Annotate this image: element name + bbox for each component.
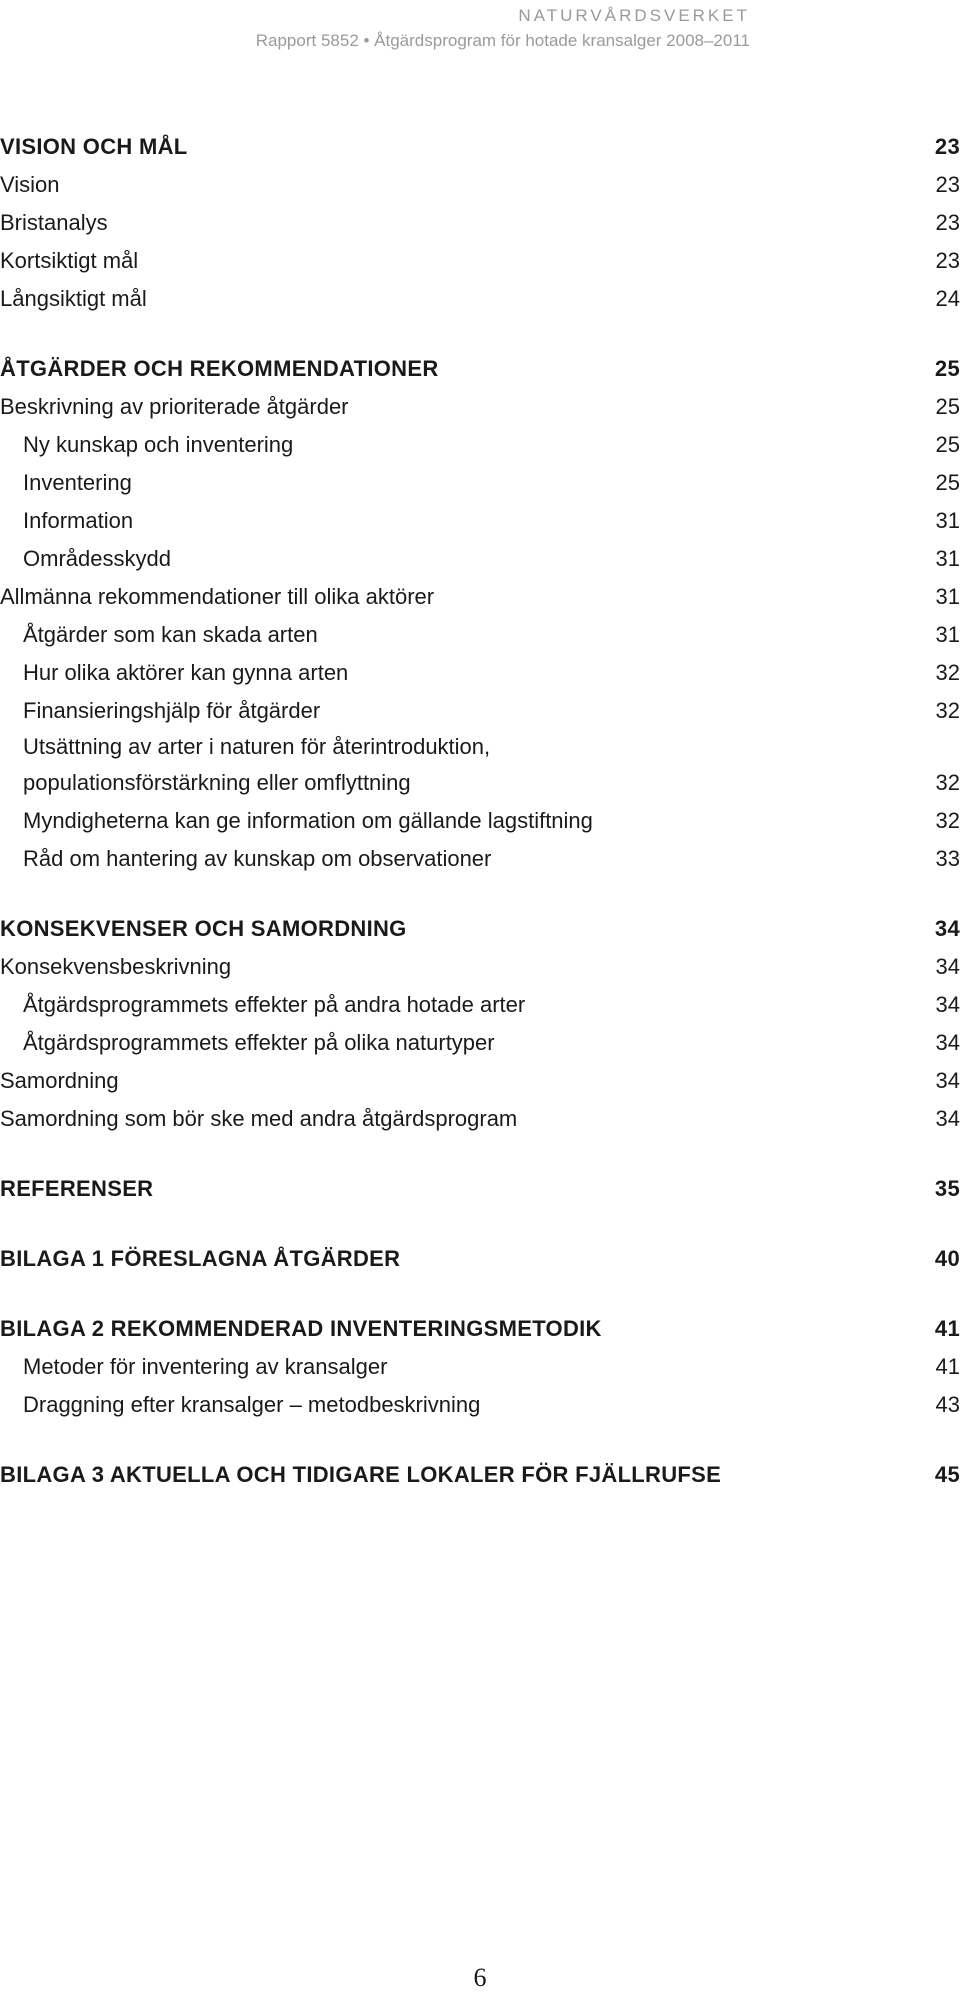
toc-section-page: 35 xyxy=(934,1176,960,1201)
toc-entry-title: Allmänna rekommendationer till olika aktörer xyxy=(0,584,435,609)
toc-entry[interactable] xyxy=(0,1100,960,1138)
table-of-contents xyxy=(0,128,960,1494)
toc-entry-page: 23 xyxy=(935,210,960,235)
toc-section-title: KONSEKVENSER OCH SAMORDNING xyxy=(0,916,407,941)
toc-entry-page: 34 xyxy=(935,954,960,979)
toc-entry[interactable] xyxy=(0,692,960,730)
report-title: Rapport 5852 • Åtgärdsprogram för hotade kransalger 2008–2011 xyxy=(255,31,750,50)
toc-entry-page: 34 xyxy=(935,1030,960,1055)
toc-section-page: 45 xyxy=(934,1462,960,1487)
page-header xyxy=(0,6,750,54)
toc-entry-title: Åtgärdsprogrammets effekter på olika naturtyper xyxy=(23,1030,495,1055)
toc-entry-title: Konsekvensbeskrivning xyxy=(0,954,232,979)
toc-entry-page: 32 xyxy=(935,770,960,795)
toc-entry[interactable] xyxy=(0,1386,960,1424)
toc-entry-page: 43 xyxy=(935,1392,960,1417)
toc-section-heading[interactable] xyxy=(0,1310,960,1348)
toc-entry-page: 32 xyxy=(935,660,960,685)
toc-entry-title: Råd om hantering av kunskap om observationer xyxy=(23,846,492,871)
toc-entry-title: Åtgärder som kan skada arten xyxy=(23,622,318,647)
toc-entry[interactable] xyxy=(0,204,960,242)
toc-entry[interactable] xyxy=(0,764,960,802)
page-number: 6 xyxy=(473,1963,487,1992)
toc-entry[interactable] xyxy=(0,242,960,280)
toc-section-page: 23 xyxy=(934,134,960,159)
toc-entry[interactable] xyxy=(0,464,960,502)
toc-entry-page: 31 xyxy=(935,584,960,609)
toc-entry-page: 34 xyxy=(935,992,960,1017)
toc-entry-page: 31 xyxy=(935,546,960,571)
toc-entry-page: 31 xyxy=(935,508,960,533)
toc-entry-page: 32 xyxy=(935,808,960,833)
toc-entry-page: 34 xyxy=(935,1068,960,1093)
toc-entry[interactable] xyxy=(0,1024,960,1062)
toc-entry-page: 31 xyxy=(935,622,960,647)
toc-section-title: BILAGA 1 FÖRESLAGNA ÅTGÄRDER xyxy=(0,1246,401,1271)
toc-entry[interactable] xyxy=(0,1348,960,1386)
toc-entry[interactable] xyxy=(0,948,960,986)
toc-section-title: VISION OCH MÅL xyxy=(0,134,188,159)
toc-entry-page: 25 xyxy=(935,470,960,495)
toc-entry-page: 25 xyxy=(935,394,960,419)
toc-entry-title: Långsiktigt mål xyxy=(0,286,147,311)
toc-entry-page: 41 xyxy=(935,1354,960,1379)
toc-section-page: 34 xyxy=(934,916,960,941)
toc-entry-title: Beskrivning av prioriterade åtgärder xyxy=(0,394,349,419)
section-gap xyxy=(0,318,960,350)
toc-entry[interactable] xyxy=(0,986,960,1024)
section-gap xyxy=(0,1138,960,1170)
toc-section-heading[interactable] xyxy=(0,910,960,948)
toc-entry[interactable] xyxy=(0,426,960,464)
toc-entry[interactable] xyxy=(0,654,960,692)
toc-entry[interactable] xyxy=(0,840,960,878)
toc-section-title: ÅTGÄRDER OCH REKOMMENDATIONER xyxy=(0,356,439,381)
toc-entry[interactable] xyxy=(0,540,960,578)
toc-entry[interactable] xyxy=(0,578,960,616)
toc-section-title: BILAGA 2 REKOMMENDERAD INVENTERINGSMETODIK xyxy=(0,1316,602,1341)
toc-entry[interactable] xyxy=(0,730,960,764)
toc-entry-title: Draggning efter kransalger – metodbeskrivning xyxy=(23,1392,481,1417)
toc-entry-page: 23 xyxy=(935,248,960,273)
toc-entry[interactable] xyxy=(0,1062,960,1100)
section-gap xyxy=(0,1278,960,1310)
toc-entry-title: Metoder för inventering av kransalger xyxy=(23,1354,388,1379)
toc-entry-title: Utsättning av arter i naturen för återintroduktion, xyxy=(23,734,491,759)
toc-section-heading[interactable] xyxy=(0,128,960,166)
toc-entry-page: 32 xyxy=(935,698,960,723)
toc-entry-title: Finansieringshjälp för åtgärder xyxy=(23,698,321,723)
toc-entry[interactable] xyxy=(0,166,960,204)
toc-section-heading[interactable] xyxy=(0,1170,960,1208)
toc-entry-page: 23 xyxy=(935,172,960,197)
toc-entry-page: 25 xyxy=(935,432,960,457)
toc-entry[interactable] xyxy=(0,802,960,840)
toc-entry-page: 34 xyxy=(935,1106,960,1131)
toc-section-title: REFERENSER xyxy=(0,1176,154,1201)
toc-section-heading[interactable] xyxy=(0,1240,960,1278)
toc-entry[interactable] xyxy=(0,616,960,654)
toc-entry-title: Ny kunskap och inventering xyxy=(23,432,294,457)
toc-section-page: 25 xyxy=(934,356,960,381)
toc-entry-title: Åtgärdsprogrammets effekter på andra hotade arter xyxy=(23,992,526,1017)
toc-entry-title: Bristanalys xyxy=(0,210,108,235)
toc-entry-title: Kortsiktigt mål xyxy=(0,248,139,273)
toc-entry-page: 24 xyxy=(935,286,960,311)
toc-section-page: 40 xyxy=(934,1246,960,1271)
toc-entry-title: Myndigheterna kan ge information om gällande lagstiftning xyxy=(23,808,593,833)
toc-entry[interactable] xyxy=(0,388,960,426)
toc-entry[interactable] xyxy=(0,502,960,540)
section-gap xyxy=(0,1208,960,1240)
toc-entry-title: Samordning xyxy=(0,1068,119,1093)
section-gap xyxy=(0,1424,960,1456)
toc-entry-page: 33 xyxy=(935,846,960,871)
organization-name: NATURVÅRDSVERKET xyxy=(518,6,750,25)
toc-section-heading[interactable] xyxy=(0,1456,960,1494)
toc-section-page: 41 xyxy=(934,1316,960,1341)
toc-section-heading[interactable] xyxy=(0,350,960,388)
toc-entry-title: Områdesskydd xyxy=(23,546,171,571)
section-gap xyxy=(0,878,960,910)
toc-entry-title: Vision xyxy=(0,172,60,197)
toc-entry-title: Samordning som bör ske med andra åtgärdsprogram xyxy=(0,1106,518,1131)
toc-entry-title: Hur olika aktörer kan gynna arten xyxy=(23,660,349,685)
toc-entry[interactable] xyxy=(0,280,960,318)
toc-section-title: BILAGA 3 AKTUELLA OCH TIDIGARE LOKALER FÖR FJÄLLRUFSE xyxy=(0,1462,722,1487)
toc-entry-title: populationsförstärkning eller omflyttning xyxy=(23,770,411,795)
toc-entry-title: Information xyxy=(23,508,134,533)
toc-entry-title: Inventering xyxy=(23,470,132,495)
